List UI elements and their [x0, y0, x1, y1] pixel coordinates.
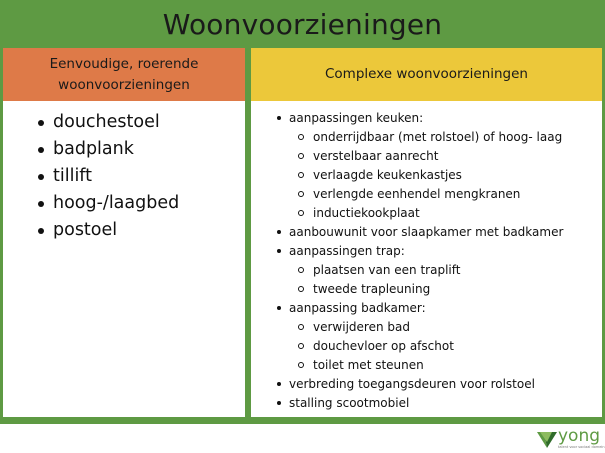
sub-list-item: inductiekookplaat — [289, 204, 602, 223]
list-item-label: aanpassing badkamer: — [289, 301, 426, 315]
list-item-label: aanbouwunit voor slaapkamer met badkamer — [289, 225, 564, 239]
complex-provisions-column — [251, 48, 602, 417]
simple-header-line2: woonvoorzieningen — [58, 76, 190, 93]
list-item: badplank — [3, 136, 245, 163]
sub-list-item: verstelbaar aanrecht — [289, 147, 602, 166]
simple-provisions-column — [3, 48, 245, 417]
list-item: douchestoel — [3, 109, 245, 136]
list-item-label: aanpassingen keuken: — [289, 111, 424, 125]
list-item-label: stalling scootmobiel — [289, 396, 410, 410]
list-item — [251, 375, 602, 394]
simple-header-line1: Eenvoudige, roerende — [49, 55, 199, 72]
list-item: tillift — [3, 163, 245, 190]
complex-provisions-body — [251, 101, 602, 417]
simple-provisions-list — [3, 109, 245, 244]
sub-list-item: plaatsen van een traplift — [289, 261, 602, 280]
list-item — [251, 109, 602, 223]
simple-provisions-header — [3, 48, 245, 101]
sub-list-item: tweede trapleuning — [289, 280, 602, 299]
list-item: postoel — [3, 217, 245, 244]
complex-provisions-list — [251, 109, 602, 413]
yong-logo — [536, 426, 605, 451]
sub-list-item: verwijderen bad — [289, 318, 602, 337]
sub-list-item: douchevloer op afschot — [289, 337, 602, 356]
sub-list — [289, 318, 602, 375]
sub-list-item: onderrijdbaar (met rolstoel) of hoog- laag — [289, 128, 602, 147]
logo-tagline: talent voor sociaal domein — [558, 445, 605, 449]
list-item: hoog-/laagbed — [3, 190, 245, 217]
sub-list — [289, 261, 602, 299]
sub-list-item: verlaagde keukenkastjes — [289, 166, 602, 185]
sub-list — [289, 128, 602, 223]
logo-wordmark: yong — [558, 426, 601, 446]
list-item-label: aanpassingen trap: — [289, 244, 405, 258]
sub-list-item: toilet met steunen — [289, 356, 602, 375]
list-item — [251, 242, 602, 299]
yong-leaf-icon — [536, 429, 558, 449]
complex-provisions-header: Complexe woonvoorzieningen — [251, 48, 602, 101]
list-item — [251, 394, 602, 413]
list-item — [251, 299, 602, 375]
page-title: Woonvoorzieningen — [162, 7, 443, 41]
sub-list-item: verlengde eenhendel mengkranen — [289, 185, 602, 204]
list-item-label: verbreding toegangsdeuren voor rolstoel — [289, 377, 535, 391]
simple-provisions-body — [3, 101, 245, 417]
list-item — [251, 223, 602, 242]
